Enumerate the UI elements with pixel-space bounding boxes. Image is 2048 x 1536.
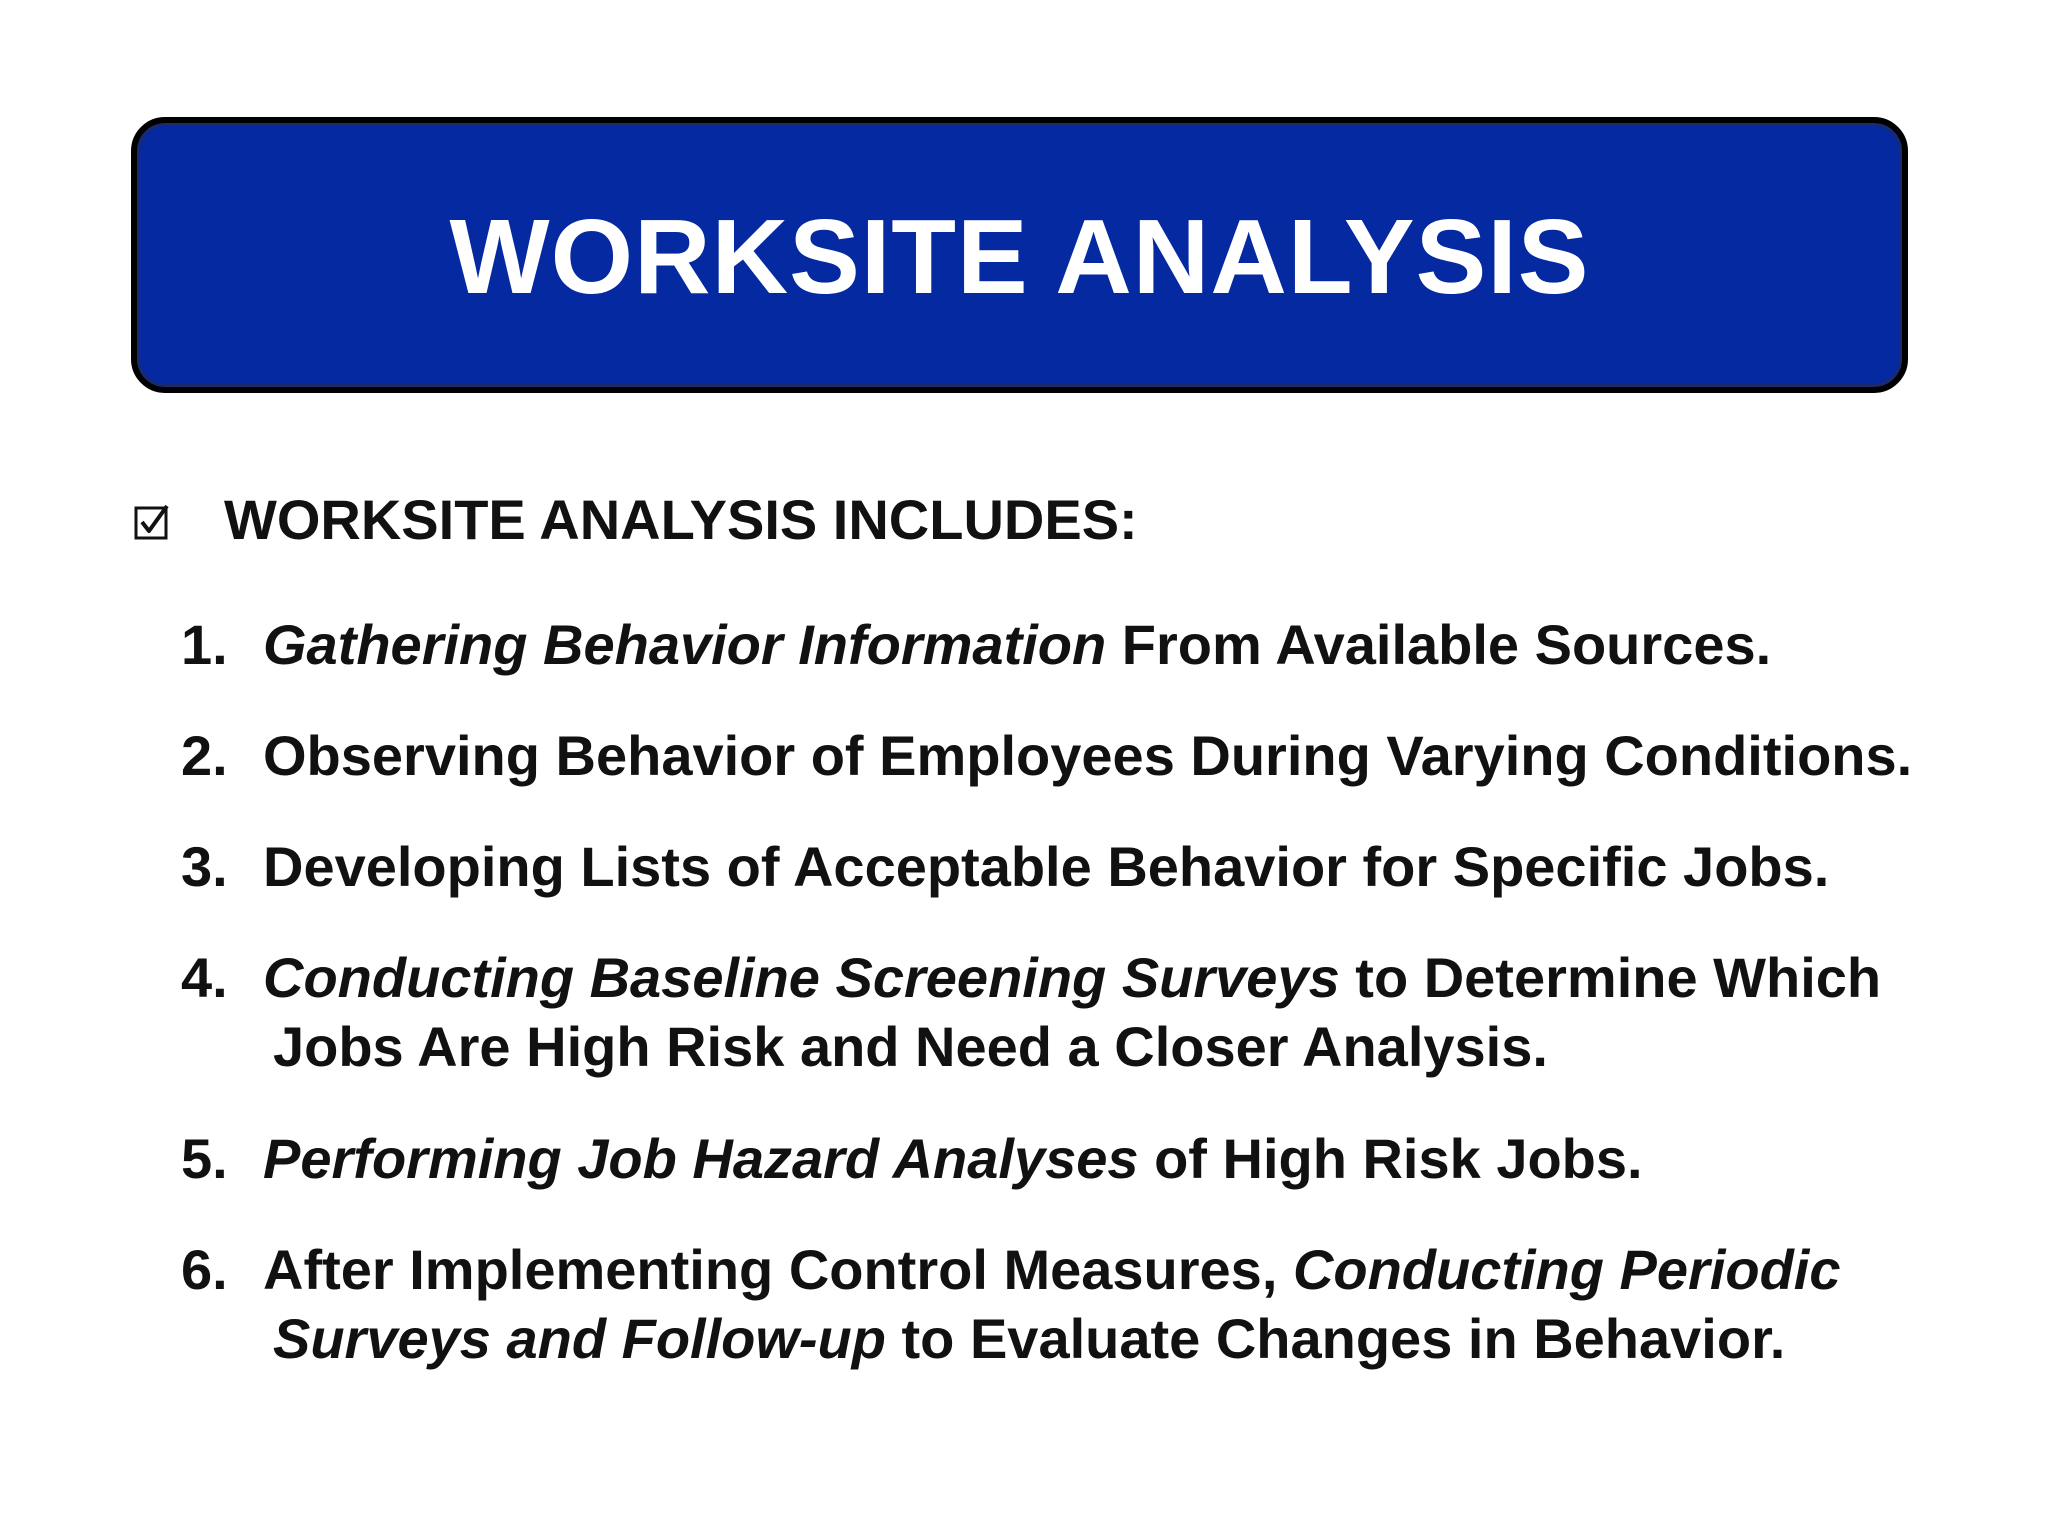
item-text: Conducting Periodic: [1292, 1238, 1841, 1301]
section-heading-text: WORKSITE ANALYSIS INCLUDES:: [224, 488, 1138, 551]
item-text: From Available Sources.: [1106, 613, 1772, 676]
item-text: of High Risk Jobs.: [1138, 1127, 1643, 1190]
item-text: to Determine Which: [1339, 946, 1882, 1009]
list-item: [181, 721, 1912, 790]
list-item: [181, 1235, 1841, 1373]
item-text: Observing Behavior of Employees During Varying Conditions.: [263, 724, 1913, 787]
section-heading: [134, 488, 1138, 551]
item-number: 4.: [181, 946, 228, 1009]
list-item: [181, 943, 1881, 1081]
title-banner: [131, 117, 1908, 393]
item-number: 1.: [181, 613, 228, 676]
item-text: After Implementing Control Measures,: [263, 1238, 1293, 1301]
item-text: Developing Lists of Acceptable Behavior for Specific Jobs.: [263, 835, 1830, 898]
checkbox-checked-icon: [134, 504, 170, 540]
item-text: Conducting Baseline Screening Surveys: [263, 946, 1340, 1009]
item-text: to Evaluate Changes in Behavior.: [885, 1307, 1786, 1370]
list-item: [181, 832, 1829, 901]
item-number: 2.: [181, 724, 228, 787]
slide-title: WORKSITE ANALYSIS: [449, 198, 1590, 316]
item-text: Surveys and Follow-up: [273, 1307, 886, 1370]
list-item: [181, 610, 1771, 679]
item-text: Gathering Behavior Information: [263, 613, 1107, 676]
item-number: 6.: [181, 1238, 228, 1301]
item-text: Performing Job Hazard Analyses: [263, 1127, 1139, 1190]
item-number: 5.: [181, 1127, 228, 1190]
list-item: [181, 1124, 1643, 1193]
item-number: 3.: [181, 835, 228, 898]
item-text: Jobs Are High Risk and Need a Closer Analysis.: [273, 1015, 1548, 1078]
